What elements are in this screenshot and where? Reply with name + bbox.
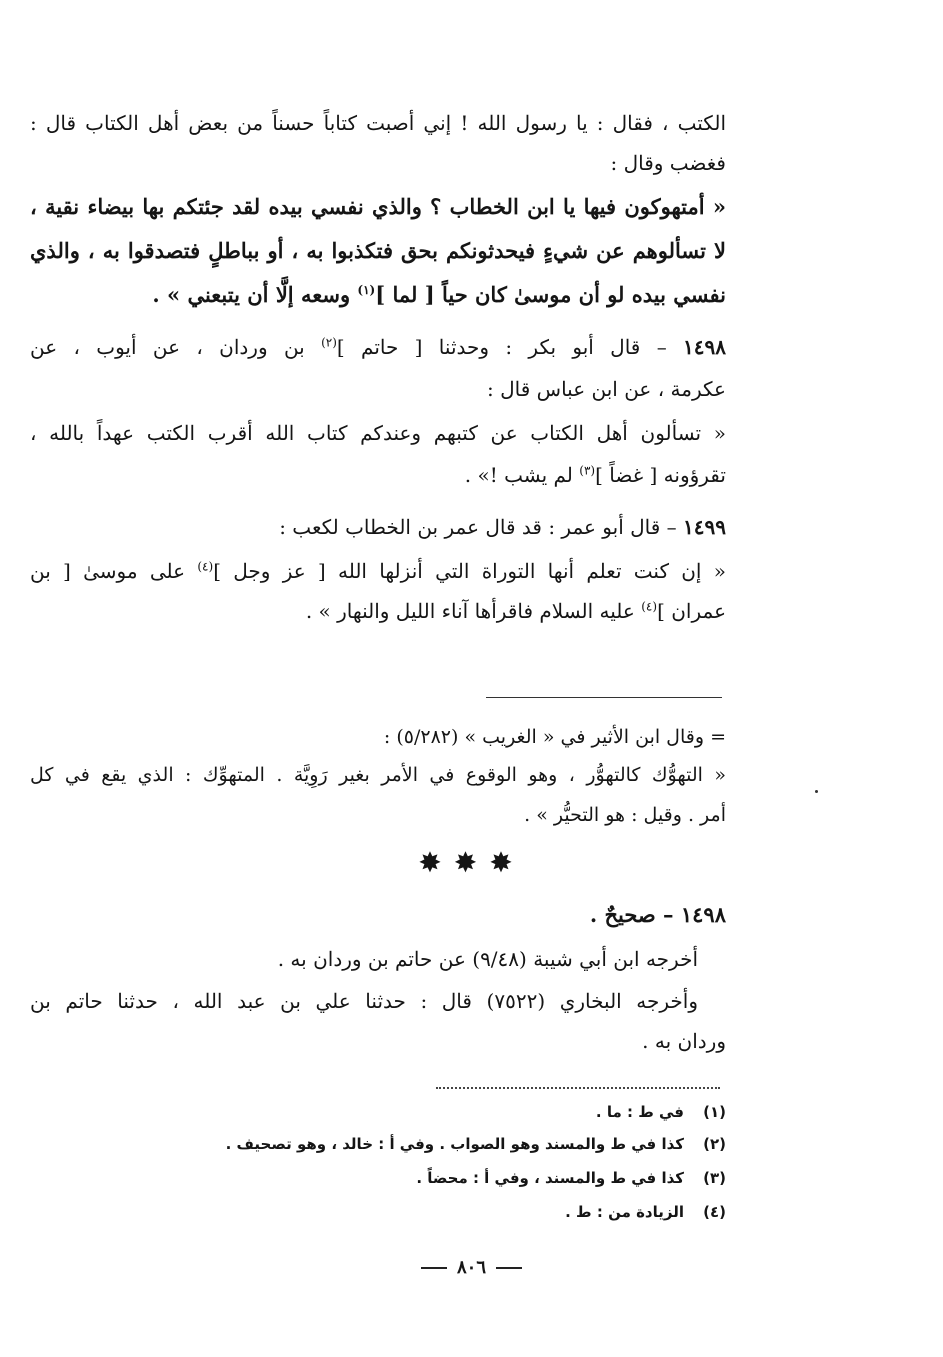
footnote-ref: (١)	[357, 283, 376, 297]
footnote-ref: (٤)	[197, 559, 214, 574]
text-span: بن وردان ، عن أيوب ، عن	[30, 335, 322, 359]
footnote	[416, 1167, 726, 1189]
commentary-line: أمر . وقيل : هو التحيُّر » .	[524, 804, 726, 826]
text-span: عمران ]	[657, 599, 726, 623]
footnote-text: الزيادة من : ط .	[565, 1203, 684, 1221]
takhrij-heading	[590, 900, 726, 930]
text-span: تقرؤونه [ غضاً ]	[595, 463, 726, 487]
footnote-number: (٣)	[703, 1169, 726, 1187]
commentary-line: « التهوُّك كالتهوُّر ، وهو الوقوع في الأمر بغير رَوِيَّة . المتهوِّك : الذي يقع في كل	[30, 764, 726, 786]
dash-decoration	[421, 1267, 447, 1269]
footnote-text: في ط : ما .	[595, 1103, 684, 1121]
footnote-number: (٢)	[703, 1135, 726, 1153]
page-number-text: ٨٠٦	[456, 1257, 486, 1278]
hadith-quote-line	[152, 280, 726, 310]
takhrij-line: أخرجه ابن أبي شيبة (٩/٤٨) عن حاتم بن وردان به .	[277, 947, 698, 971]
hadith-1499-line	[279, 512, 726, 542]
hadith-number: ١٤٩٨	[683, 335, 726, 359]
footnote	[565, 1201, 726, 1223]
text-span: « إن كنت تعلم أنها التوراة التي أنزلها الله [ عز وجل ]	[213, 559, 726, 583]
text-span: نفسي بيده لو أن موسىٰ كان حياً [ لما ]	[375, 282, 726, 307]
footnote-ref: (٤)	[641, 599, 658, 614]
footnote	[226, 1133, 726, 1155]
hadith-quote-line	[306, 596, 726, 626]
dash-decoration	[496, 1267, 522, 1269]
hadith-number: ١٤٩٩	[683, 515, 726, 539]
footnote-number: (٤)	[703, 1203, 726, 1221]
ornament-stars-icon: ✸✸✸	[418, 846, 525, 879]
footnote-number: (١)	[703, 1103, 726, 1121]
scan-speck	[815, 790, 818, 793]
text-line: الكتب ، فقال : يا رسول الله ! إني أصبت كتاباً حسناً من بعض أهل الكتاب قال :	[30, 111, 726, 135]
text-span: – قال أبو عمر : قد قال عمر بن الخطاب لكعب :	[279, 515, 684, 539]
footnote-ref: (٢)	[321, 335, 337, 350]
takhrij-line: وأخرجه البخاري (٧٥٢٢) قال : حدثنا علي بن عبد الله ، حدثنا حاتم بن	[30, 989, 699, 1013]
text-span: عليه السلام فاقرأها آناء الليل والنهار » .	[305, 599, 642, 623]
text-line: فغضب وقال :	[610, 151, 726, 175]
hadith-1498-line	[30, 332, 726, 362]
hadith-quote-line: « أمتهوكون فيها يا ابن الخطاب ؟ والذي نفسي بيده لقد جئتكم بها بيضاء نقية ،	[30, 194, 726, 219]
hadith-number: ١٤٩٨	[680, 902, 726, 927]
text-span: على موسىٰ [ بن	[30, 559, 198, 583]
footnote-ref: (٣)	[579, 463, 596, 478]
section-divider	[486, 697, 722, 698]
text-span: – قال أبو بكر : وحدثنا [ حاتم ]	[336, 335, 684, 359]
footnote-text: كذا في ط والمسند ، وفي أ : محضاً .	[416, 1169, 684, 1187]
hadith-quote-line	[30, 556, 726, 586]
text-span: لم يشب !» .	[464, 463, 580, 487]
text-line: عكرمة ، عن ابن عباس قال :	[487, 377, 726, 401]
footnote-text: كذا في ط والمسند وهو الصواب . وفي أ : خالد ، وهو تصحيف .	[225, 1135, 684, 1153]
hadith-quote-line: لا تسألوهم عن شيءٍ فيحدثونكم بحق فتكذبوا به ، أو بباطلٍ فتصدقوا به ، والذي	[30, 238, 726, 263]
commentary-line: = وقال ابن الأثير في « الغريب » (٥/٢٨٢) :	[383, 726, 726, 748]
grade-label: – صحيحٌ .	[589, 902, 681, 927]
footnote	[596, 1101, 726, 1123]
hadith-quote-line	[465, 460, 726, 490]
text-span: وسعه إلَّا أن يتبعني » .	[152, 282, 358, 307]
footnote-divider	[436, 1087, 720, 1089]
page-number	[0, 1257, 943, 1278]
takhrij-line: وردان به .	[642, 1029, 726, 1053]
hadith-quote-line: « تسألون أهل الكتاب عن كتبهم وعندكم كتاب الله أقرب الكتب عهداً بالله ،	[30, 421, 726, 445]
